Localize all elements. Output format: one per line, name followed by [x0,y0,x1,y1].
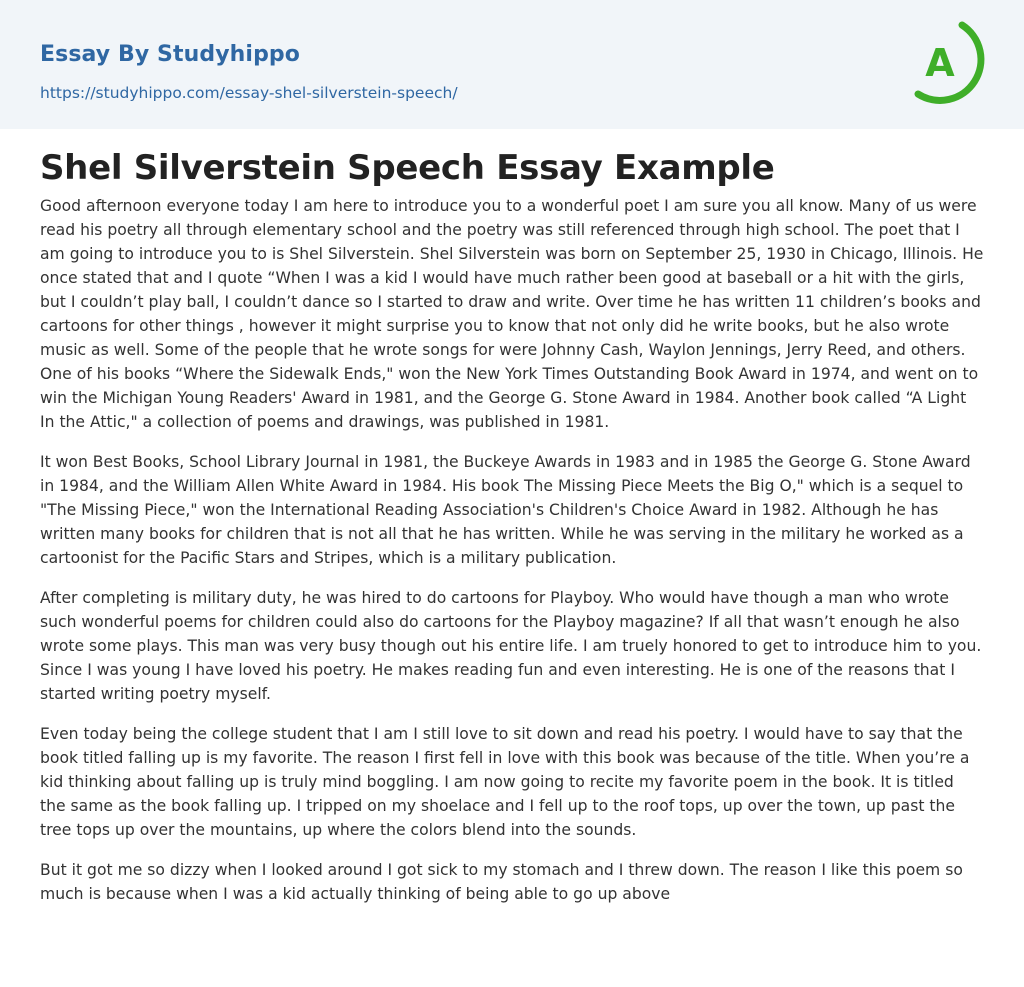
article-paragraph-4: Even today being the college student that I am I still love to sit down and read his poetry. I would have to say that the book titled falling up is my favorite. The reason I first fell in love with this book was because of the title. When you’re a kid thinking about falling up is truly mind boggling. I am now going to recite my favorite poem in the book. It is titled the same as the book falling up. I tripped on my shoelace and I fell up to the roof tops, up over the town, up past the tree tops up over the mountains, up where the colors blend into the sounds. [40,725,970,839]
article-paragraph-3: After completing is military duty, he was hired to do cartoons for Playboy. Who would have though a man who wrote such wonderful poems for children could also do cartoons for the Playboy magazine? If all that wasn’t enough he also wrote some plays. This man was very busy though out his entire life. I am truely honored to get to introduce him to you. Since I was young I have loved his poetry. He makes reading fun and even interesting. He is one of the reasons that I started writing poetry myself. [40,589,982,703]
site-brand[interactable]: Essay By Studyhippo [40,42,300,67]
article-title: Shel Silverstein Speech Essay Example [40,148,775,188]
site-header [0,0,1024,129]
article-paragraph-2: It won Best Books, School Library Journal in 1981, the Buckeye Awards in 1983 and in 1985 the George G. Stone Award in 1984, and the William Allen White Award in 1984. His book The Missing Piece Meets the Big O," which is a sequel to "The Missing Piece," won the International Reading Association's Children's Choice Award in 1982. Although he has written many books for children that is not all that he has written. While he was serving in the military he worked as a cartoonist for the Pacific Stars and Stripes, which is a military publication. [40,453,971,567]
logo-icon[interactable] [910,18,988,106]
article-paragraph-1: Good afternoon everyone today I am here to introduce you to a wonderful poet I am sure you all know. Many of us were read his poetry all through elementary school and the poetry was still referenced through high school. The poet that I am going to introduce you to is Shel Silverstein. Shel Silverstein was born on September 25, 1930 in Chicago, Illinois. He once stated that and I quote “When I was a kid I would have much rather been good at baseball or a hit with the girls, but I couldn’t play ball, I couldn’t dance so I started to draw and write. Over time he has written 11 children’s books and cartoons for other things , however it might surprise you to know that not only did he write books, but he also wrote music as well. Some of the people that he wrote songs for were Johnny Cash, Waylon Jennings, Jerry Reed, and others. One of his books “Where the Sidewalk Ends," won the New York Times Outstanding Book Award in 1974, and went on to win the Michigan Young Readers' Award in 1981, and the George G. Stone Award in 1984. Another book called “A Light In the Attic," a collection of poems and drawings, was published in 1981. [40,197,984,431]
page-url-link[interactable]: https://studyhippo.com/essay-shel-silverstein-speech/ [40,84,458,102]
article-paragraph-5: But it got me so dizzy when I looked around I got sick to my stomach and I threw down. The reason I like this poem so much is because when I was a kid actually thinking of being able to go up above [40,861,963,903]
article [0,129,1024,906]
logo-letter: A [925,41,955,85]
